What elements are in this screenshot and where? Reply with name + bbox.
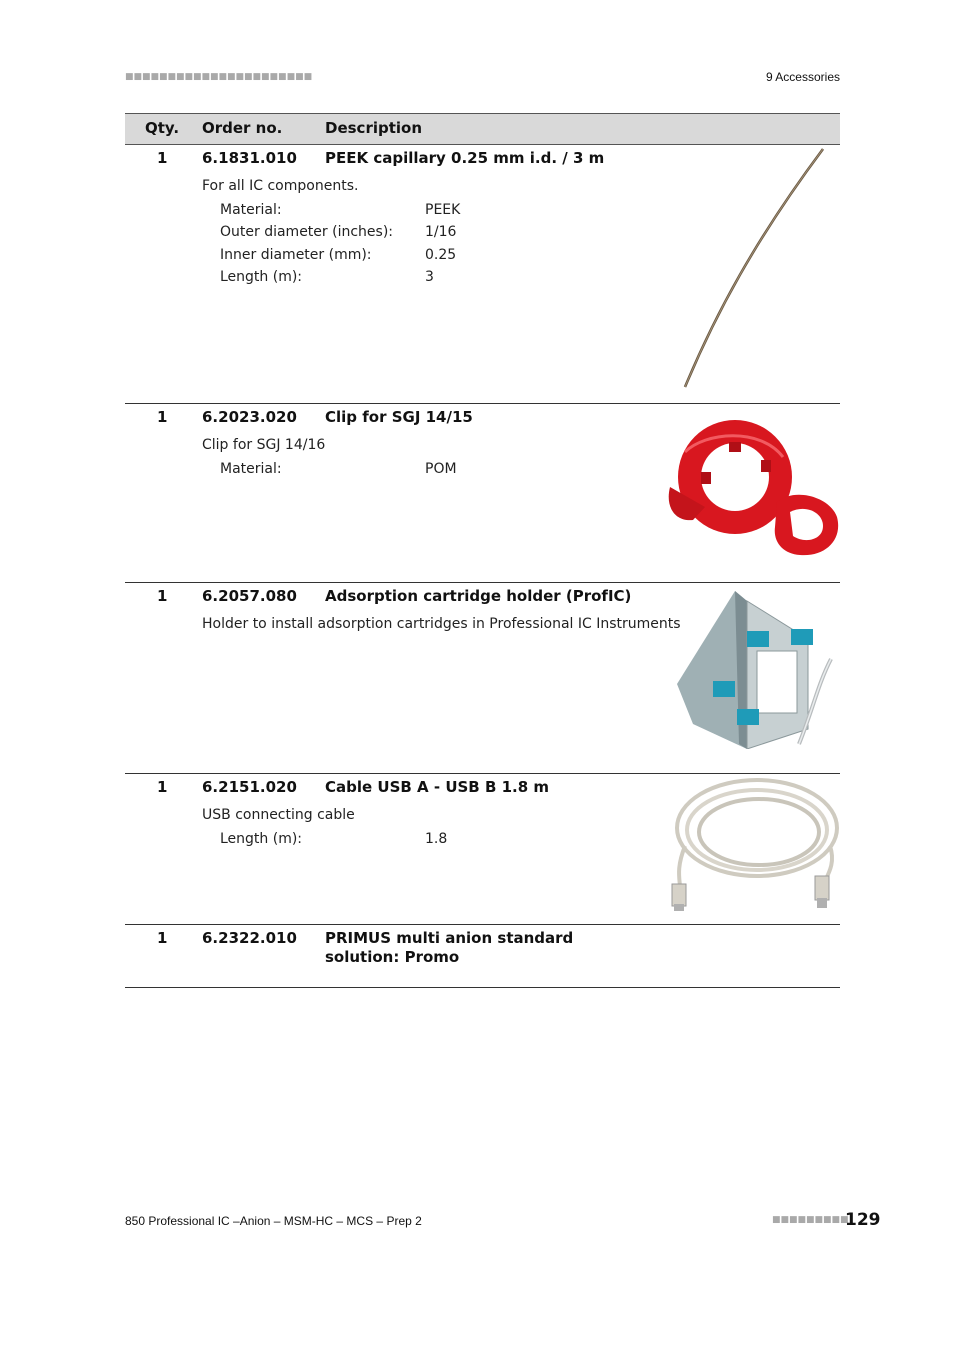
row-order-no: 6.2322.010 — [202, 929, 297, 947]
sgj-clip-image — [665, 412, 843, 562]
spec-value: 3 — [425, 269, 434, 285]
spec-label: Length (m): — [220, 269, 303, 285]
spec-value: PEEK — [425, 202, 461, 218]
row-title: PEEK capillary 0.25 mm i.d. / 3 m — [325, 149, 605, 167]
page-number: 129 — [845, 1210, 881, 1230]
header-decoration: ■■■■■■■■■■■■■■■■■■■■■■ — [125, 72, 313, 82]
row-qty: 1 — [157, 149, 168, 167]
row-qty: 1 — [157, 408, 168, 426]
footer-decoration: ■■■■■■■■■ — [772, 1215, 849, 1225]
row-description: USB connecting cable — [202, 807, 355, 823]
spec-value: 0.25 — [425, 247, 457, 263]
spec-label: Material: — [220, 202, 282, 218]
spec-value: 1/16 — [425, 224, 457, 240]
spec-value: 1.8 — [425, 831, 448, 847]
table-row — [125, 145, 840, 404]
table-row — [125, 583, 840, 774]
table-row — [125, 404, 840, 583]
row-order-no: 6.2151.020 — [202, 778, 297, 796]
footer-document-title: 850 Professional IC –Anion – MSM-HC – MCS – Prep 2 — [125, 1214, 422, 1228]
table-row — [125, 925, 840, 988]
row-order-no: 6.1831.010 — [202, 149, 297, 167]
cartridge-holder-image — [673, 589, 843, 749]
column-qty: Qty. — [145, 119, 180, 137]
row-order-no: 6.2057.080 — [202, 587, 297, 605]
row-title: Adsorption cartridge holder (ProfIC) — [325, 587, 632, 605]
row-qty: 1 — [157, 587, 168, 605]
row-title: PRIMUS multi anion standard solution: Promo — [325, 929, 574, 966]
spec-label: Outer diameter (inches): — [220, 224, 393, 240]
column-description: Description — [325, 119, 423, 137]
row-order-no: 6.2023.020 — [202, 408, 297, 426]
table-header — [125, 113, 840, 145]
row-description: For all IC components. — [202, 178, 359, 194]
section-title: 9 Accessories — [765, 70, 840, 84]
row-qty: 1 — [157, 778, 168, 796]
row-description: Clip for SGJ 14/16 — [202, 437, 326, 453]
row-description: Holder to install adsorption cartridges in Professional IC Instruments — [202, 616, 681, 632]
row-title: Clip for SGJ 14/15 — [325, 408, 473, 426]
usb-cable-image — [665, 776, 843, 914]
column-order-no: Order no. — [202, 119, 283, 137]
accessories-table — [125, 113, 840, 988]
spec-label: Material: — [220, 461, 282, 477]
spec-value: POM — [425, 461, 457, 477]
peek-capillary-image — [675, 145, 835, 395]
row-title: Cable USB A - USB B 1.8 m — [325, 778, 550, 796]
row-qty: 1 — [157, 929, 168, 947]
spec-label: Length (m): — [220, 831, 303, 847]
spec-label: Inner diameter (mm): — [220, 247, 372, 263]
table-row — [125, 774, 840, 925]
